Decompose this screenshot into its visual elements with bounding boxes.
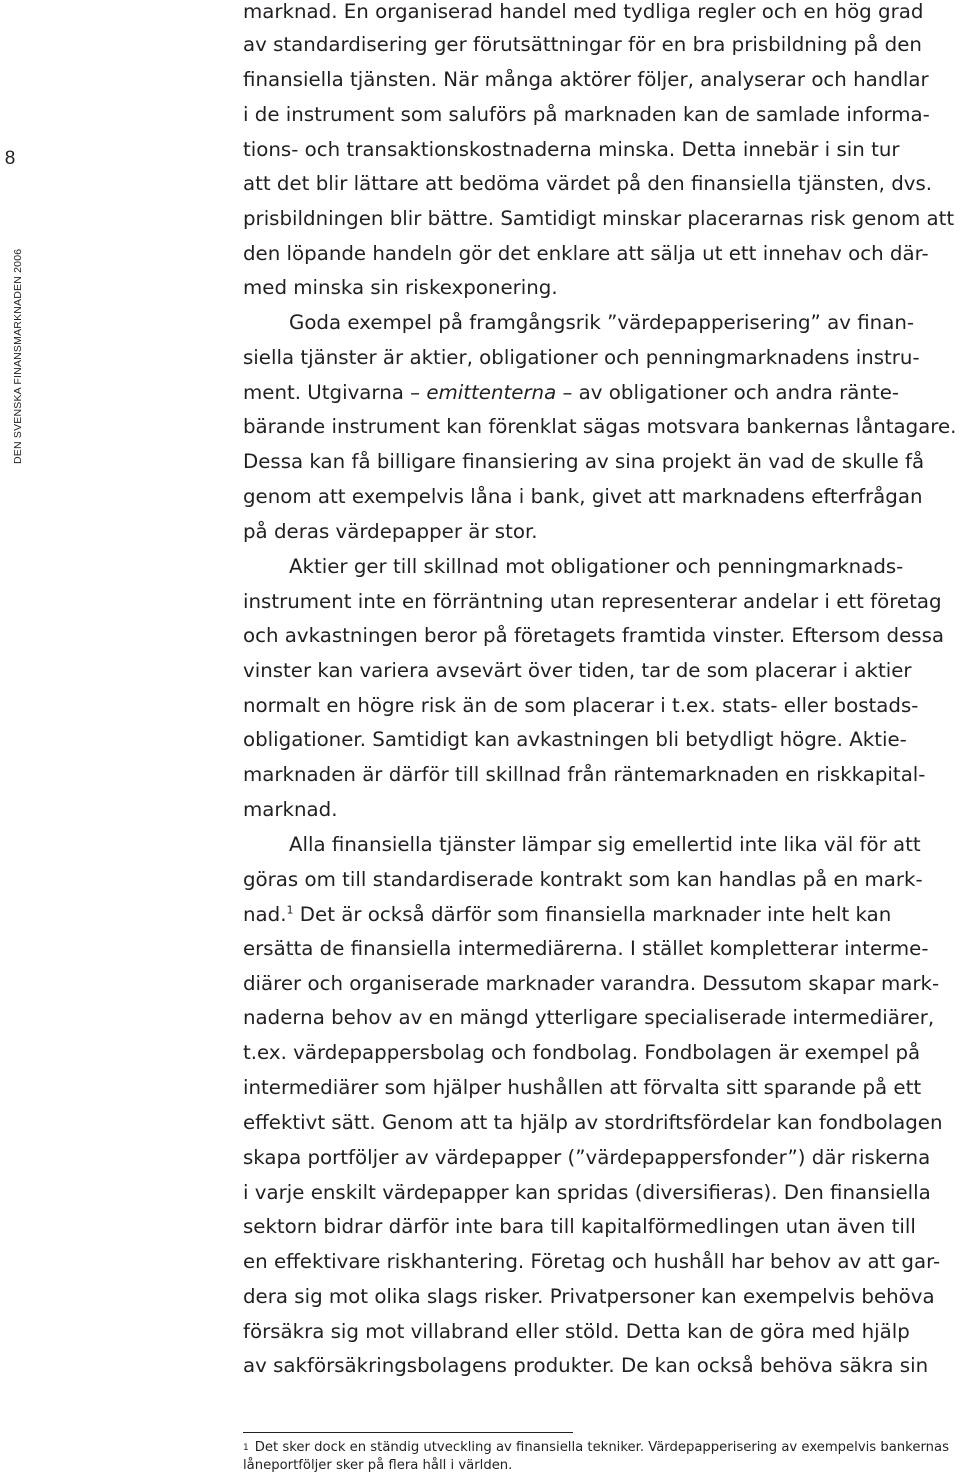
- emphasis: emittenterna: [426, 381, 557, 404]
- text-line: dera sig mot olika slags risker. Privatpersoner kan exempelvis behöva: [243, 1285, 935, 1308]
- text-line: ersätta de finansiella intermediärerna. I stället kompletterar interme-: [243, 937, 929, 960]
- text-line: intermediärer som hjälper hushållen att förvalta sitt sparande på ett: [243, 1076, 922, 1099]
- text-line: instrument inte en förräntning utan representerar andelar i ett företag: [243, 590, 942, 613]
- text-line: vinster kan variera avsevärt över tiden, tar de som placerar i aktier: [243, 659, 912, 682]
- text-line: sektorn bidrar därför inte bara till kapitalförmedlingen utan även till: [243, 1215, 916, 1238]
- text-line: marknad. En organiserad handel med tydliga regler och en hög grad: [243, 0, 924, 23]
- text-line: marknaden är därför till skillnad från räntemarknaden en riskkapital-: [243, 763, 926, 786]
- text-line: naderna behov av en mängd ytterligare specialiserade intermediärer,: [243, 1006, 935, 1029]
- text-span: – av obligationer och andra ränte-: [556, 381, 900, 404]
- text-line: en effektivare riskhantering. Företag och hushåll har behov av att gar-: [243, 1250, 941, 1273]
- text-line: prisbildningen blir bättre. Samtidigt minskar placerarnas risk genom att: [243, 207, 955, 230]
- text-line: av standardisering ger förutsättningar för en bra prisbildning på den: [243, 33, 922, 56]
- text-line: t.ex. värdepappersbolag och fondbolag. Fondbolagen är exempel på: [243, 1041, 921, 1064]
- text-line: bärande instrument kan förenklat sägas motsvara bankernas låntagare.: [243, 415, 957, 438]
- text-line: tions- och transaktionskostnaderna minska. Detta innebär i sin tur: [243, 138, 900, 161]
- text-line: den löpande handeln gör det enklare att sälja ut ett innehav och där-: [243, 242, 929, 265]
- text-line: Aktier ger till skillnad mot obligationer och penningmarknads-: [289, 555, 904, 578]
- text-span: Det är också därför som finansiella marknader inte helt kan: [293, 903, 892, 926]
- text-line: siella tjänster är aktier, obligationer och penningmarknadens instru-: [243, 346, 920, 369]
- text-line: med minska sin riskexponering.: [243, 276, 558, 299]
- text-line: av sakförsäkringsbolagens produkter. De kan också behöva säkra sin: [243, 1354, 929, 1377]
- footnote-line: låneportföljer sker på flera håll i världen.: [243, 1458, 513, 1473]
- running-head: DEN SVENSKA FINANSMARKNADEN 2006: [12, 248, 24, 464]
- text-line: obligationer. Samtidigt kan avkastningen bli betydligt högre. Aktie-: [243, 728, 907, 751]
- text-line: skapa portföljer av värdepapper (”värdepappersfonder”) där riskerna: [243, 1146, 931, 1169]
- text-line: [243, 381, 899, 405]
- text-line: och avkastningen beror på företagets framtida vinster. Eftersom dessa: [243, 624, 945, 647]
- footnote-reference[interactable]: 1: [286, 903, 294, 917]
- footnote-divider: [243, 1432, 573, 1433]
- text-line: genom att exempelvis låna i bank, givet att marknadens efterfrågan: [243, 485, 923, 508]
- text-line: finansiella tjänsten. När många aktörer följer, analyserar och handlar: [243, 68, 929, 91]
- text-line: i de instrument som saluförs på marknaden kan de samlade informa-: [243, 103, 930, 126]
- text-line: Alla finansiella tjänster lämpar sig emellertid inte lika väl för att: [289, 833, 921, 856]
- text-line: försäkra sig mot villabrand eller stöld. Detta kan de göra med hjälp: [243, 1320, 910, 1343]
- text-line: diärer och organiserade marknader varandra. Dessutom skapar mark-: [243, 972, 940, 995]
- text-line: [243, 903, 891, 927]
- text-line: på deras värdepapper är stor.: [243, 520, 538, 543]
- text-span: nad.: [243, 903, 287, 926]
- text-line: normalt en högre risk än de som placerar i t.ex. stats- eller bostads-: [243, 694, 919, 717]
- text-span: ment. Utgivarna –: [243, 381, 427, 404]
- footnote-line: [243, 1439, 949, 1457]
- text-line: marknad.: [243, 798, 338, 821]
- footnote: [243, 1439, 949, 1475]
- text-line: göras om till standardiserade kontrakt som kan handlas på en mark-: [243, 868, 923, 891]
- footnote-mark: 1: [243, 1443, 249, 1453]
- text-line: Goda exempel på framgångsrik ”värdepapperisering” av finan-: [289, 311, 914, 334]
- text-line: i varje enskilt värdepapper kan spridas (diversifieras). Den finansiella: [243, 1181, 931, 1204]
- text-line: effektivt sätt. Genom att ta hjälp av stordriftsfördelar kan fondbolagen: [243, 1111, 943, 1134]
- text-line: Dessa kan få billigare finansiering av sina projekt än vad de skulle få: [243, 450, 925, 473]
- text-line: att det blir lättare att bedöma värdet på den finansiella tjänsten, dvs.: [243, 172, 933, 195]
- footnote-text: Det sker dock en ständig utveckling av finansiella tekniker. Värdepapperisering av exempelvis bankernas: [254, 1440, 949, 1455]
- page-number: 8: [4, 148, 16, 169]
